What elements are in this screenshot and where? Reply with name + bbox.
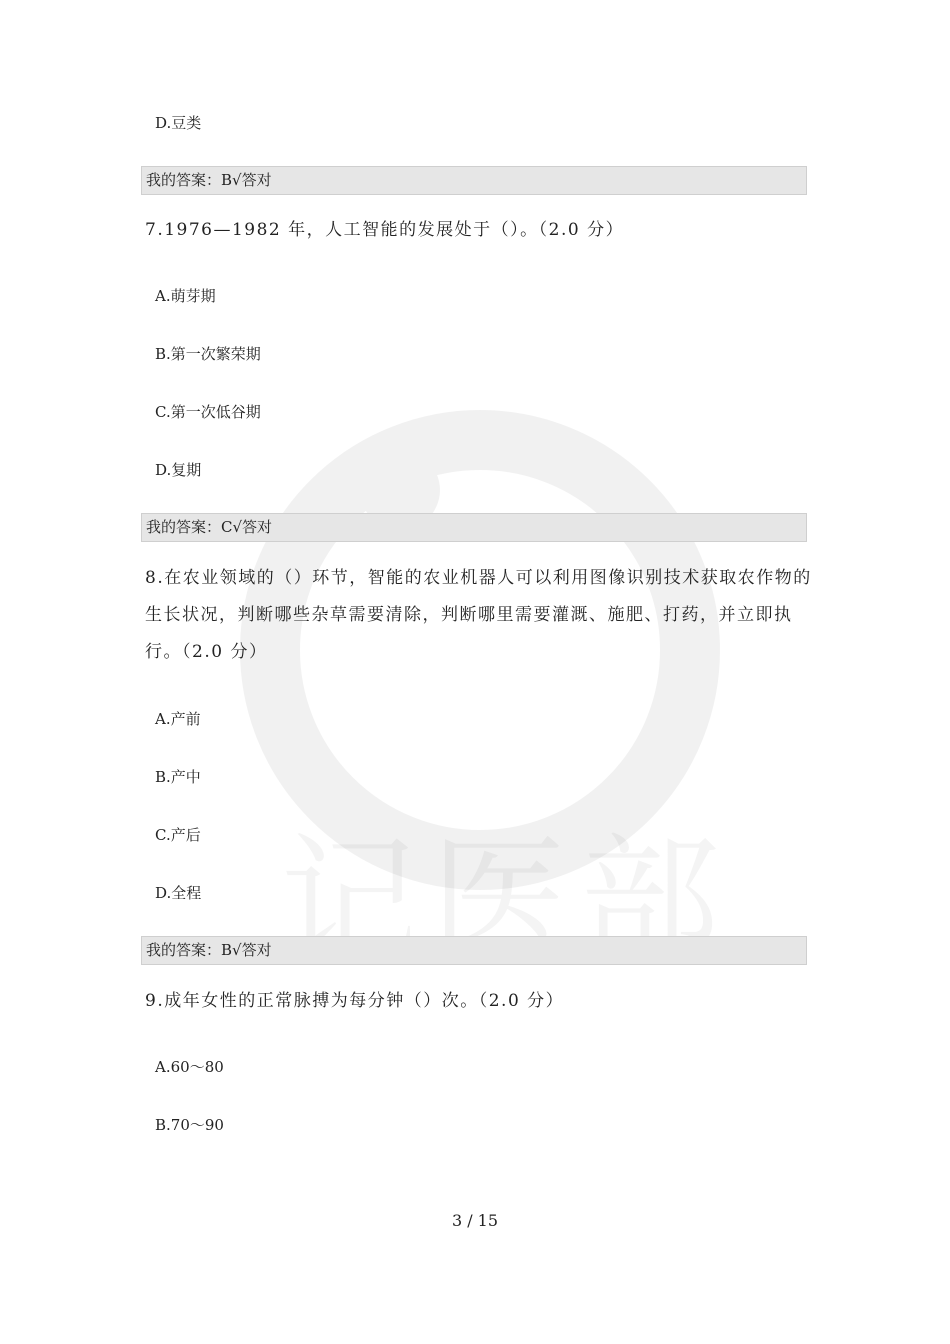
q7-answer-bar: 我的答案：C√答对: [141, 513, 807, 542]
q8-option-c: C.产后: [155, 826, 201, 844]
q6-option-d: D.豆类: [155, 114, 202, 132]
q9-question: 9.成年女性的正常脉搏为每分钟（）次。（2.0 分）: [145, 991, 565, 1011]
q7-option-b: B.第一次繁荣期: [155, 345, 261, 363]
q6-answer-bar: 我的答案：B√答对: [141, 166, 807, 195]
q7-option-c: C.第一次低谷期: [155, 403, 261, 421]
q8-option-a: A.产前: [155, 710, 201, 728]
q8-option-b: B.产中: [155, 768, 201, 786]
q9-option-a: A.60～80: [155, 1058, 224, 1076]
q7-question: 7.1976—1982 年，人工智能的发展处于（）。（2.0 分）: [145, 220, 625, 240]
q8-option-d: D.全程: [155, 884, 202, 902]
q8-answer-bar: 我的答案：B√答对: [141, 936, 807, 965]
q7-option-d: D.复期: [155, 461, 202, 479]
page-number: 3 / 15: [451, 1211, 499, 1230]
q8-question: 8.在农业领域的（）环节，智能的农业机器人可以利用图像识别技术获取农作物的生长状况，判断哪些杂草需要清除，判断哪里需要灌溉、施肥、打药，并立即执行。（2.0 分）: [145, 568, 812, 662]
q9-option-b: B.70～90: [155, 1116, 224, 1134]
q7-option-a: A.萌芽期: [155, 287, 216, 305]
